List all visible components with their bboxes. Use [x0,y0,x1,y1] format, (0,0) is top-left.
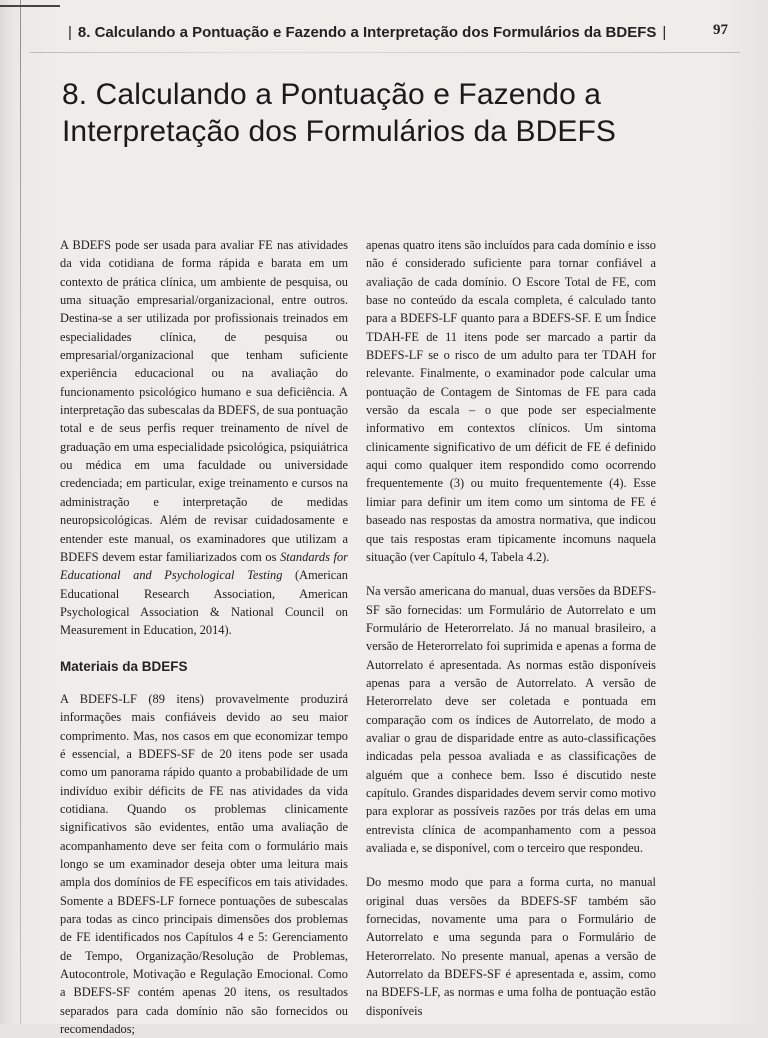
materials-paragraph: A BDEFS-LF (89 itens) provavelmente produzirá informações mais confiáveis devido ao seu maior comprimento. Mas, nos casos em que economizar tempo é essencial, a BDEFS-SF de 20 itens pode ser usada como um panorama rápido quanto a probabilidade de um indivíduo exibir déficits de FE nas atividades da vida cotidiana. Quando os problemas clinicamente significativos são evidentes, então uma avaliação de acompanhamento deve ser feita com o formulário mais longo se um examinador deseja obter uma leitura mais ampla dos domínios de FE específicos em tais atividades. Somente a BDEFS-LF fornece pontuações de subescalas para todas as cinco principais dimensões dos problemas de FE identificados nos Capítulos 4 e 5: Gerenciamento de Tempo, Organização/Resolução de Problemas, Autocontrole, Motivação e Regulação Emocional. Como a BDEFS-SF contém apenas 20 itens, os resultados separados para cada domínio não são fornecidos ou recomendados; [60,691,348,1037]
standards-citation-title: Standards for Educational and Psychological Testing [60,549,348,583]
short-form-paragraph: Do mesmo modo que para a forma curta, no manual original duas versões da BDEFS-SF também são fornecidas, novamente uma para o Formulário de Autorrelato e uma segunda para o Formulário de Heterorrelato. No presente manual, apenas a versão de Autorrelato da BDEFS-SF é apresentada e, assim, como na BDEFS-LF, as normas e uma folha de pontuação estão disponíveis [366,875,656,1018]
header-separator-right: | [662,23,667,41]
page-number: 97 [713,22,728,38]
right-column [366,236,656,1020]
chapter-title-line-1: 8. Calculando a Pontuação e Fazendo a [62,78,602,111]
left-column [60,236,348,1038]
corner-rule [0,5,60,7]
running-header [62,20,728,44]
versions-paragraph: Na versão americana do manual, duas versões da BDEFS-SF são fornecidas: um Formulário de Autorrelato e um Formulário de Heterorrelato. Já no manual brasileiro, a versão de Heterorrelato foi suprimida e apenas a forma de Autorrelato é apresentada. As normas estão disponíveis apenas para a versão de Autorrelato. A versão de Heterorrelato deve ser coletada e pontuada em comparação com os índices de Autorrelato, de modo a avaliar o grau de disparidade entre as auto-classificações indicadas pela pessoa avaliada e as classificações de alguém que a conhece bem. Isso é discutido neste capítulo. Grandes disparidades devem servir como motivo para explorar as possíveis razões por trás delas em uma entrevista clínica de acompanhamento com a pessoa avaliada e, se disponível, com o terceiro que respondeu. [366,584,656,855]
intro-text: A BDEFS pode ser usada para avaliar FE nas atividades da vida cotidiana de forma rápida e barata em um contexto de prática clínica, um ambiente de pesquisa, ou uma situação empresarial/organizacional, entre outros. Destina-se a ser utilizada por profissionais treinados em especialidades clínica, de pesquisa ou empresarial/organizacional que tenham suficiente experiência educacional ou na avaliação do funcionamento psicológico humano e sua deficiência. A interpretação das subescalas da BDEFS, de sua pontuação total e de seus perfis requer treinamento de nível de graduação em uma especialidade psicológica, psiquiátrica ou médica em uma faculdade ou universidade credenciada; em particular, exige treinamento e cursos na administração e interpretação de medidas neuropsicológicas. Além de revisar cuidadosamente e entender este manual, os examinadores que utilizam a BDEFS devem estar familiarizados com os [60,238,348,564]
header-divider [30,52,740,53]
header-separator-left: | [68,23,72,41]
running-title: 8. Calculando a Pontuação e Fazendo a Interpretação dos Formulários da BDEFS [77,23,657,41]
chapter-title [62,76,722,150]
section-heading-materiais: Materiais da BDEFS [60,658,188,674]
chapter-title-line-2: Interpretação dos Formulários da BDEFS [62,115,617,148]
binding-shadow [20,0,21,1024]
intro-citation-text: (American Educational Research Association, American Psychological Association & National Council on Measurement in Education, 2014). [60,568,348,638]
intro-paragraph [60,236,348,640]
scores-paragraph: apenas quatro itens são incluídos para cada domínio e isso não é considerado suficiente para tornar confiável a avaliação de cada domínio. O Escore Total de FE, com base no conteúdo da escala completa, é calculado tanto para a BDEFS-LF quanto para a BDEFS-SF. E um Índice TDAH-FE de 11 itens pode ser marcado a partir da BDEFS-LF se o risco de um adulto para ter TDAH for relevante. Finalmente, o examinador pode calcular uma pontuação de Contagem de Sintomas de FE para cada versão da escala – o que pode ser especialmente informativo em contextos clínicos. Um sintoma clinicamente significativo de um déficit de FE é definido aqui como qualquer item respondido como ocorrendo frequentemente (3) ou muito frequentemente (4). Esse limiar para definir um item como um sintoma de FE é baseado nas respostas da amostra normativa, que indicou que tais respostas eram tipicamente incomuns naquela situação (ver Capítulo 4, Tabela 4.2). [366,238,656,564]
